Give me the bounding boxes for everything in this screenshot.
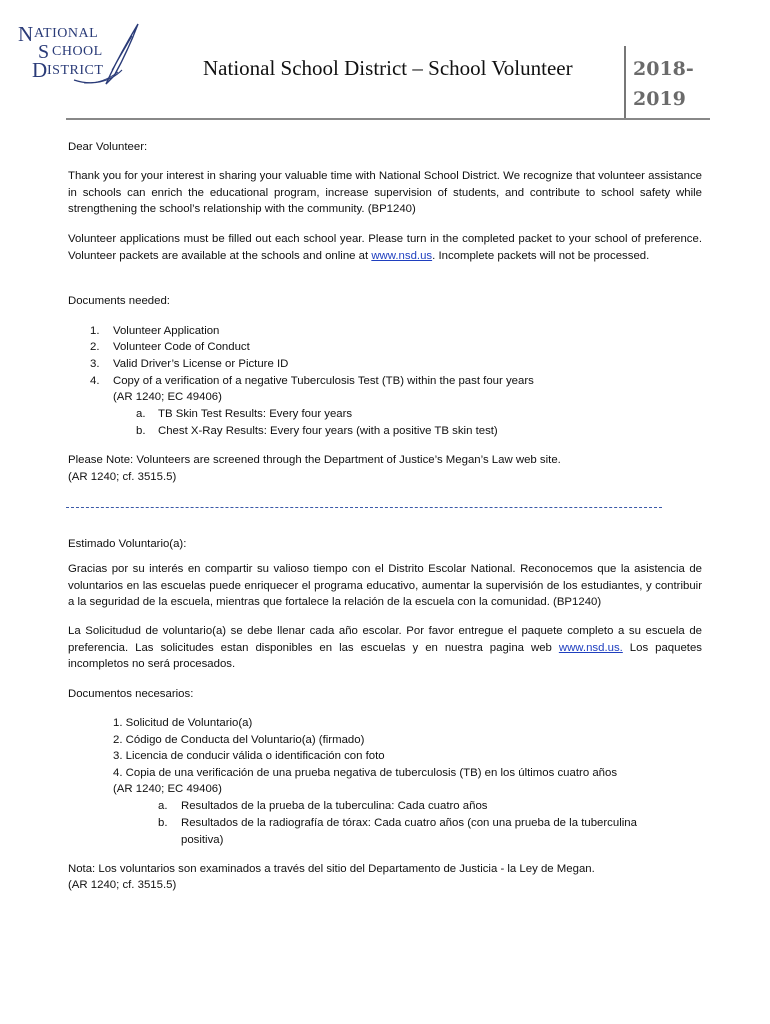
english-application-paragraph <box>68 231 702 264</box>
sublist-item: TB Skin Test Results: Every four years <box>158 408 353 420</box>
document-title: National School District – School Volunteer <box>203 56 573 80</box>
list-number: 4. <box>90 375 100 387</box>
list-number: 3. <box>90 358 100 370</box>
logo-word-istrict: ISTRICT <box>47 63 104 78</box>
english-documents-heading: Documents needed: <box>68 295 170 307</box>
list-number: 1. <box>90 325 100 337</box>
english-note-reference: (AR 1240; cf. 3515.5) <box>68 471 177 483</box>
sublist-item: Resultados de la prueba de la tuberculina: Cada cuatro años <box>181 800 488 812</box>
spanish-application-text-end: Los paquetes incompletos no será procesados. <box>68 641 702 670</box>
list-item: 2. Código de Conducta del Voluntario(a) (firmado) <box>113 734 365 746</box>
logo-initial-d: D <box>32 58 48 82</box>
school-year-end: 2019 <box>633 88 686 110</box>
spanish-application-paragraph <box>68 623 702 673</box>
english-greeting: Dear Volunteer: <box>68 141 148 153</box>
spanish-intro-paragraph: Gracias por su interés en compartir su valioso tiempo con el Distrito Escolar National. Reconocemos que la asistencia de voluntarios en las escuelas puede enriquecer el programa educativo, aumentar la supervisión de los estudiantes, y contribuir a la seguridad de la escuela, mientras que fortalece la relación de la escuela con la comunidad. (BP1240) <box>68 563 702 608</box>
nsd-website-link-spanish[interactable]: www.nsd.us. <box>558 641 623 654</box>
spanish-note: Nota: Los voluntarios son examinados a través del sitio del Departamento de Justicia - la Ley de Megan. <box>68 863 595 875</box>
logo-word-chool: CHOOL <box>52 44 103 59</box>
sublist-item-continuation: positiva) <box>181 834 224 846</box>
list-item: Valid Driver’s License or Picture ID <box>113 358 289 370</box>
logo-word-ational: ATIONAL <box>34 26 99 41</box>
sublist-letter: a. <box>136 408 146 420</box>
list-item: 4. Copia de una verificación de una prueba negativa de tuberculosis (TB) en los últimos cuatro años <box>113 767 618 779</box>
sublist-letter: a. <box>158 800 168 812</box>
english-intro-paragraph: Thank you for your interest in sharing your valuable time with National School District. We recognize that volunteer assistance in schools can enrich the educational program, increase supervision of students, and contribute to school safety while strengthening the school’s relationship with the community. (BP1240) <box>68 170 702 215</box>
section-separator <box>66 507 662 508</box>
list-item: 3. Licencia de conducir válida o identificación con foto <box>113 750 385 762</box>
list-item: Volunteer Code of Conduct <box>113 341 250 353</box>
sublist-item: Resultados de la radiografía de tórax: Cada cuatro años (con una prueba de la tuberculina <box>181 817 637 829</box>
list-item: Copy of a verification of a negative Tuberculosis Test (TB) within the past four years <box>113 375 534 387</box>
header-divider <box>624 46 626 120</box>
list-item-continuation: (AR 1240; EC 49406) <box>113 783 222 795</box>
sublist-letter: b. <box>158 817 168 829</box>
spanish-application-text: La Solicitudud de voluntario(a) se debe llenar cada año escolar. Por favor entregue el paquete completo a su escuela de preferencia. Las solicitudes estan disponibles en las escuelas y en nuestra pagina web <box>68 625 702 654</box>
spanish-note-reference: (AR 1240; cf. 3515.5) <box>68 879 177 891</box>
list-item: 1. Solicitud de Voluntario(a) <box>113 717 253 729</box>
header-rule <box>66 118 710 120</box>
list-number: 2. <box>90 341 100 353</box>
english-note: Please Note: Volunteers are screened through the Department of Justice’s Megan’s Law web site. <box>68 454 561 466</box>
sublist-item: Chest X-Ray Results: Every four years (with a positive TB skin test) <box>158 425 498 437</box>
spanish-documents-heading: Documentos necesarios: <box>68 688 194 700</box>
list-item-continuation: (AR 1240; EC 49406) <box>113 391 222 403</box>
english-application-text-end: . Incomplete packets will not be processed. <box>432 249 650 262</box>
nsd-website-link[interactable]: www.nsd.us <box>371 249 433 262</box>
list-item: Volunteer Application <box>113 325 220 337</box>
logo-initial-s: S <box>38 41 50 63</box>
english-application-text: Volunteer applications must be filled out each school year. Please turn in the completed packet to your school of preference. Volunteer packets are available at the schools and online at <box>68 233 702 262</box>
spanish-greeting: Estimado Voluntario(a): <box>68 538 187 550</box>
school-year-start: 2018- <box>633 58 694 80</box>
logo-initial-n: N <box>18 22 34 46</box>
sublist-letter: b. <box>136 425 146 437</box>
district-logo <box>14 20 144 86</box>
